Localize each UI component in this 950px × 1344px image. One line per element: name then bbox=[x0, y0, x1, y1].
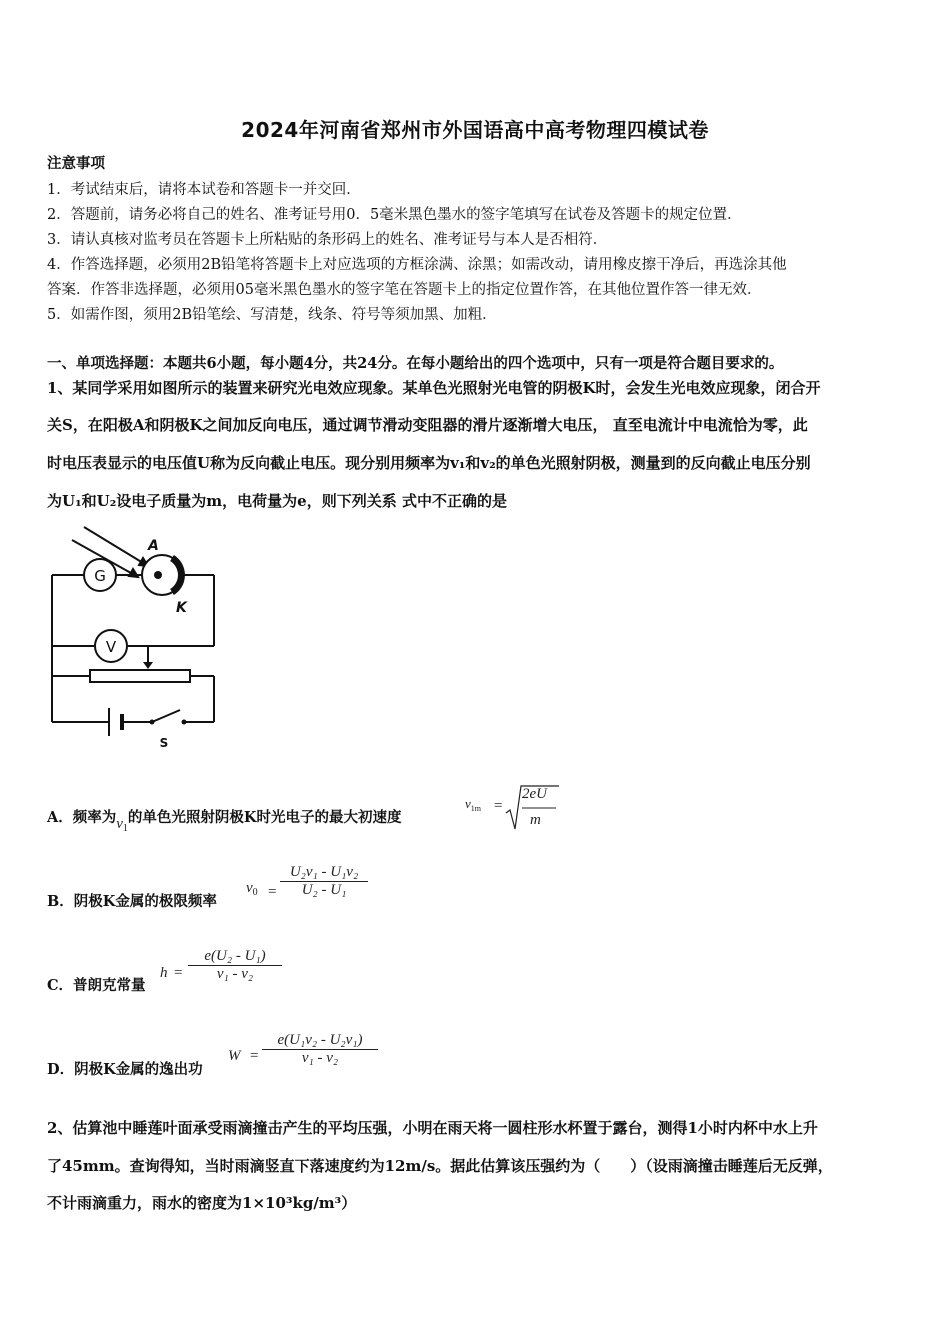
question-1-line: 为U₁和U₂设电子质量为m，电荷量为e，则下列关系 式中不正确的是 bbox=[47, 492, 507, 510]
option-a-var: $v_1$ bbox=[116, 816, 128, 834]
question-1-line: 时电压表显示的电压值U称为反向截止电压。现分别用频率为v₁和v₂的单色光照射阴极，测量到的反向截止电压分别 bbox=[47, 454, 811, 472]
option-b[interactable] bbox=[47, 890, 217, 911]
option-c-fraction bbox=[188, 948, 282, 983]
circuit-diagram bbox=[44, 522, 224, 752]
option-b-eq: = bbox=[268, 884, 277, 900]
option-a-text2: 的单色光照射阴极K时光电子的最大初速度 bbox=[127, 809, 402, 826]
option-b-fraction bbox=[280, 864, 368, 899]
option-a-text: A．频率为 bbox=[47, 809, 117, 826]
option-c-eq: = bbox=[174, 965, 183, 981]
option-d-text: D．阴极K金属的逸出功 bbox=[47, 1061, 203, 1078]
option-b-text: B．阴极K金属的极限频率 bbox=[47, 893, 217, 910]
notice-item: 1．考试结束后，请将本试卷和答题卡一并交回． bbox=[47, 182, 361, 198]
question-2-line: 不计雨滴重力，雨水的密度为1×10³kg/m³） bbox=[47, 1194, 357, 1212]
anode-label: A bbox=[148, 538, 159, 554]
galvanometer-label: G bbox=[94, 567, 106, 585]
question-1-line: 关S，在阳极A和阴极K之间加反向电压，通过调节滑动变阻器的滑片逐渐增大电压， 直至电流计中电流恰为零，此 bbox=[47, 416, 808, 434]
option-a-radicand-num: 2eU bbox=[522, 786, 547, 802]
option-c[interactable] bbox=[47, 974, 146, 995]
voltmeter-label: V bbox=[105, 638, 117, 656]
option-d[interactable] bbox=[47, 1058, 203, 1079]
switch-label: S bbox=[159, 736, 169, 750]
page-title: 2024年河南省郑州市外国语高中高考物理四模试卷 bbox=[241, 118, 709, 142]
option-c-lhs: h bbox=[160, 965, 168, 981]
question-2-line: 了45mm。查询得知，当时雨滴竖直下落速度约为12m/s。据此估算该压强约为（ ）（设雨滴撞击睡莲后无反弹， bbox=[47, 1157, 833, 1175]
notice-item: 2．答题前，请务必将自己的姓名、准考证号用0．5毫米黑色墨水的签字笔填写在试卷及答题卡的规定位置． bbox=[47, 207, 742, 223]
option-b-lhs: $v_0$ bbox=[246, 880, 258, 898]
option-a-radicand-den: m bbox=[530, 812, 541, 828]
question-1-line: 1、某同学采用如图所示的装置来研究光电效应现象。某单色光照射光电管的阴极K时，会发生光电效应现象，闭合开 bbox=[47, 379, 821, 397]
notice-heading: 注意事项 bbox=[47, 155, 105, 172]
question-2-line: 2、估算池中睡莲叶面承受雨滴撞击产生的平均压强，小明在雨天将一圆柱形水杯置于露台，测得1小时内杯中水上升 bbox=[47, 1119, 818, 1137]
section-heading: 一、单项选择题：本题共6小题，每小题4分，共24分。在每小题给出的四个选项中，只有一项是符合题目要求的。 bbox=[47, 355, 784, 372]
option-c-denominator: v₁ - v₂ bbox=[216, 966, 254, 982]
option-b-numerator: U₂v₁ - U₁v₂ bbox=[289, 864, 359, 880]
option-a-eq: = bbox=[494, 798, 503, 814]
option-a-formula: $v_{1m}$ bbox=[465, 796, 482, 813]
option-b-denominator: U₂ - U₁ bbox=[301, 882, 347, 898]
option-d-eq: = bbox=[250, 1048, 259, 1064]
option-c-numerator: e(U₂ - U₁) bbox=[204, 948, 266, 964]
option-c-text: C．普朗克常量 bbox=[47, 977, 146, 994]
notice-item: 答案．作答非选择题，必须用05毫米黑色墨水的签字笔在答题卡上的指定位置作答，在其他位置作答一律无效． bbox=[47, 282, 762, 298]
option-d-denominator: v₁ - v₂ bbox=[301, 1050, 339, 1066]
option-a[interactable] bbox=[47, 806, 402, 834]
cathode-label: K bbox=[176, 600, 187, 616]
option-d-numerator: e(U₁v₂ - U₂v₁) bbox=[277, 1032, 363, 1048]
option-d-lhs: W bbox=[228, 1048, 241, 1064]
option-d-fraction bbox=[262, 1032, 378, 1067]
notice-item: 3．请认真核对监考员在答题卡上所粘贴的条形码上的姓名、准考证号与本人是否相符． bbox=[47, 232, 608, 248]
notice-item: 5．如需作图，须用2B铅笔绘、写清楚，线条、符号等须加黑、加粗． bbox=[47, 307, 497, 323]
notice-item: 4．作答选择题，必须用2B铅笔将答题卡上对应选项的方框涂满、涂黑；如需改动，请用橡皮擦干净后，再选涂其他 bbox=[47, 257, 787, 273]
